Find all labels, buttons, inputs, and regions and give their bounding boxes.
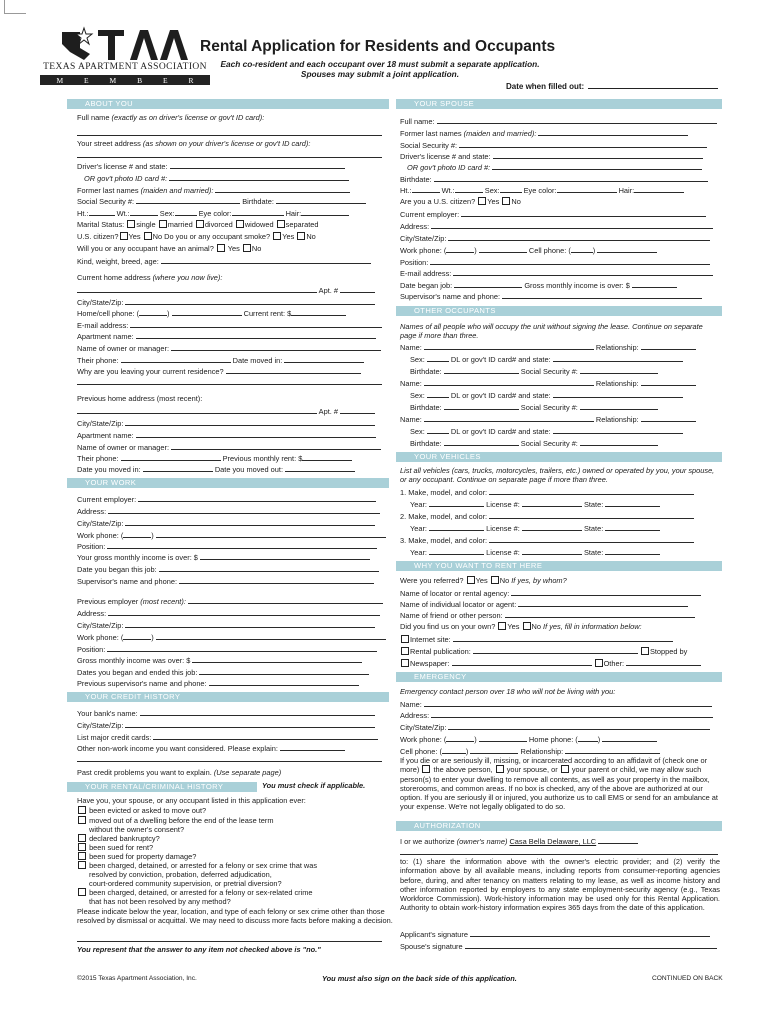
- date-filled-field[interactable]: [506, 82, 718, 91]
- member-bar: [40, 75, 210, 85]
- above-person-checkbox[interactable]: [422, 765, 430, 773]
- felony-resolved-checkbox[interactable]: [78, 861, 86, 869]
- prev-work-phone-field[interactable]: Work phone: ( ): [77, 632, 386, 643]
- married-checkbox[interactable]: [159, 220, 167, 228]
- their-phone-field[interactable]: Their phone: Date moved in:: [77, 355, 364, 366]
- sign-back-note: You must also sign on the back side of this application.: [322, 974, 517, 983]
- occupant-1-name[interactable]: Name: Relationship:: [400, 342, 696, 353]
- felony-detail-line[interactable]: [77, 934, 382, 945]
- prev-supervisor-field[interactable]: Previous supervisor's name and phone:: [77, 678, 359, 689]
- bankruptcy-checkbox[interactable]: [78, 834, 86, 842]
- rental-publication-field[interactable]: Rental publication: Stopped by: [400, 646, 687, 657]
- owner-name-value: Casa Bella Delaware, LLC: [509, 837, 597, 846]
- member-letter: M: [56, 75, 64, 85]
- member-letter: B: [137, 75, 143, 85]
- find-own-no-checkbox[interactable]: [523, 622, 531, 630]
- section-your-vehicles: YOUR VEHICLES: [396, 452, 722, 462]
- home-phone-rent-field[interactable]: Home/cell phone: ( ) Current rent: $: [77, 308, 346, 319]
- drivers-license-field[interactable]: Driver's license # and state:: [77, 161, 345, 172]
- have-you-question: Have you, your spouse, or any occupant listed in this application ever:: [77, 796, 306, 805]
- date-began-field[interactable]: Date you began this job:: [77, 564, 379, 575]
- emergency-note: Emergency contact person over 18 who will not be living with you:: [400, 687, 616, 696]
- employer-city-field[interactable]: City/State/Zip:: [77, 518, 375, 529]
- spouse-former-names-field[interactable]: Former last names (maiden and married):: [400, 128, 688, 139]
- find-own-field[interactable]: Did you find us on your own? Yes No If yes, fill in information below:: [400, 622, 642, 631]
- spouse-position-field[interactable]: Position:: [400, 257, 710, 268]
- occupant-3-birth[interactable]: Birthdate: Social Security #:: [410, 438, 658, 449]
- internet-site-field[interactable]: Internet site:: [400, 634, 673, 645]
- moved-out-checkbox[interactable]: [78, 816, 86, 824]
- street-address-field[interactable]: Your street address (as shown on your driver's license or gov't ID card):: [77, 139, 311, 148]
- work-phone-field[interactable]: Work phone: ( ): [77, 530, 386, 541]
- prev-owner-field[interactable]: Name of owner or manager:: [77, 442, 381, 453]
- smoke-yes-checkbox[interactable]: [273, 232, 281, 240]
- prev-employer-city-field[interactable]: City/State/Zip:: [77, 620, 375, 631]
- single-checkbox[interactable]: [127, 220, 135, 228]
- spouse-photo-id-field[interactable]: OR gov't photo ID card #:: [407, 162, 702, 173]
- authorize-field[interactable]: I or we authorize (owner's name) Casa Bella Delaware, LLC: [400, 836, 638, 847]
- association-name: TEXAS APARTMENT ASSOCIATION: [43, 62, 207, 72]
- page-subtitle: [200, 59, 560, 79]
- citizen-smoke-field[interactable]: U.S. citizen? Yes No Do you or any occupant smoke? Yes No: [77, 232, 316, 241]
- felony-unresolved-cont: that has not been resolved by any method?: [89, 897, 231, 906]
- prev-apartment-name-field[interactable]: Apartment name:: [77, 430, 376, 441]
- section-why-here: WHY YOU WANT TO RENT HERE: [396, 561, 722, 571]
- moved-out-item[interactable]: moved out of a dwelling before the end of the lease term: [77, 816, 274, 826]
- vehicle-1-details[interactable]: Year: License #: State:: [410, 499, 660, 510]
- texas-star-logo-icon: [60, 24, 190, 62]
- moved-out-item-cont: without the owner's consent?: [89, 825, 185, 834]
- referred-yes-checkbox[interactable]: [467, 576, 475, 584]
- section-your-work: YOUR WORK: [67, 478, 389, 488]
- vehicle-1-field[interactable]: 1. Make, model, and color:: [400, 487, 694, 498]
- vehicle-3-details[interactable]: Year: License #: State:: [410, 547, 660, 558]
- member-letter: E: [163, 75, 168, 85]
- ssn-birthdate-field[interactable]: Social Security #: Birthdate:: [77, 196, 366, 207]
- vehicle-3-field[interactable]: 3. Make, model, and color:: [400, 535, 694, 546]
- gross-income-field[interactable]: Your gross monthly income is over: $: [77, 552, 370, 563]
- photo-id-field[interactable]: OR gov't photo ID card #:: [84, 173, 349, 184]
- section-about-you: ABOUT YOU: [67, 99, 389, 109]
- prev-employer-address-field[interactable]: Address:: [77, 608, 380, 619]
- spouse-citizen-no-checkbox[interactable]: [502, 197, 510, 205]
- prev-phone-rent-field[interactable]: Their phone: Previous monthly rent: $: [77, 453, 352, 464]
- emergency-city-field[interactable]: City/State/Zip:: [400, 722, 710, 733]
- sued-damage-checkbox[interactable]: [78, 852, 86, 860]
- section-emergency: EMERGENCY: [396, 672, 722, 682]
- smoke-no-checkbox[interactable]: [297, 232, 305, 240]
- spouse-signature-field[interactable]: Spouse's signature: [400, 941, 717, 952]
- page-title: Rental Application for Residents and Occupants: [200, 38, 556, 55]
- current-home-field[interactable]: Current home address (where you now live):: [77, 273, 223, 282]
- why-leaving-field[interactable]: Why are you leaving your current residence?: [77, 366, 361, 377]
- emergency-address-field[interactable]: Address:: [400, 710, 713, 721]
- prev-employer-field[interactable]: Previous employer (most recent):: [77, 596, 383, 607]
- previous-home-line[interactable]: Apt. #: [77, 406, 375, 417]
- section-authorization: AUTHORIZATION: [396, 821, 722, 831]
- owner-manager-field[interactable]: Name of owner or manager:: [77, 343, 381, 354]
- sued-damage-item[interactable]: been sued for property damage?: [77, 852, 196, 862]
- spouse-physical-field[interactable]: Ht.: Wt.: Sex: Eye color: Hair:: [400, 185, 684, 196]
- vehicle-2-field[interactable]: 2. Make, model, and color:: [400, 511, 694, 522]
- represent-note: You represent that the answer to any item not checked above is "no.": [77, 945, 321, 954]
- dates-job-field[interactable]: Dates you began and ended this job:: [77, 667, 369, 678]
- felony-resolved-item[interactable]: been charged, detained, or arrested for a felony or sex crime that was: [77, 861, 317, 871]
- locator-field[interactable]: Name of locator or rental agency:: [400, 588, 701, 599]
- previous-home-field[interactable]: Previous home address (most recent):: [77, 394, 203, 403]
- spouse-checkbox[interactable]: [496, 765, 504, 773]
- section-other-occupants: OTHER OCCUPANTS: [396, 306, 722, 316]
- subtitle-line-1: Each co-resident and each occupant over 18 must submit a separate application.: [220, 59, 540, 69]
- full-name-line[interactable]: [77, 128, 382, 139]
- copyright: ©2015 Texas Apartment Association, Inc.: [77, 975, 197, 982]
- occupant-2-id[interactable]: Sex: DL or gov't ID card# and state:: [410, 390, 683, 401]
- emergency-cell-field[interactable]: Cell phone: ( ) Relationship:: [400, 746, 660, 757]
- check-if-applicable: You must check if applicable.: [262, 781, 366, 790]
- spouse-supervisor-field[interactable]: Supervisor's name and phone:: [400, 291, 702, 302]
- individual-locator-field[interactable]: Name of individual locator or agent:: [400, 599, 688, 610]
- occupant-1-id[interactable]: Sex: DL or gov't ID card# and state:: [410, 354, 683, 365]
- street-address-line[interactable]: [77, 150, 382, 161]
- evicted-item[interactable]: been evicted or asked to move out?: [77, 806, 206, 816]
- emergency-authorization-para: If you die or are seriously ill, missing, or incarcerated according to an affidavit of (check one or more) the above person, your spouse, or your parent or child, we may allow such person(s) to enter your dwelling to remove all contents, as well as your property in the mailbox, storerooms, and common areas. If no box is checked, any of the above are authorized at our option. If you are seriously ill or injured, you authorize us to call EMS or send for an ambulance at your expense. We're not legally obligated to do so.: [400, 756, 718, 812]
- occupant-3-name[interactable]: Name: Relationship:: [400, 414, 696, 425]
- section-credit-history: YOUR CREDIT HISTORY: [67, 692, 389, 702]
- member-letter: M: [109, 75, 117, 85]
- parent-checkbox[interactable]: [561, 765, 569, 773]
- spouse-phones-field[interactable]: Work phone: ( ) Cell phone: ( ): [400, 245, 657, 256]
- occupant-2-name[interactable]: Name: Relationship:: [400, 378, 696, 389]
- prev-gross-field[interactable]: Gross monthly income was over: $: [77, 655, 362, 666]
- divorced-checkbox[interactable]: [196, 220, 204, 228]
- former-names-field[interactable]: Former last names (maiden and married):: [77, 185, 350, 196]
- subtitle-line-2: Spouses may submit a joint application.: [300, 69, 460, 79]
- sued-rent-item[interactable]: been sued for rent?: [77, 843, 153, 853]
- employer-address-field[interactable]: Address:: [77, 506, 380, 517]
- separated-checkbox[interactable]: [277, 220, 285, 228]
- felony-unresolved-item[interactable]: been charged, detained, or arrested for a felony or sex-related crime: [77, 888, 313, 898]
- evicted-checkbox[interactable]: [78, 806, 86, 814]
- email-field[interactable]: E-mail address:: [77, 320, 382, 331]
- animal-kind-field[interactable]: Kind, weight, breed, age:: [77, 256, 371, 267]
- credit-cards-field[interactable]: List major credit cards:: [77, 732, 378, 743]
- emergency-phones-field[interactable]: Work phone: ( ) Home phone: ( ): [400, 734, 657, 745]
- animal-no-checkbox[interactable]: [243, 244, 251, 252]
- occupants-note: Names of all people who will occupy the unit without signing the lease. Continue on separate page if more than three.: [400, 322, 703, 341]
- full-name-field[interactable]: Full name (exactly as on driver's license or gov't ID card):: [77, 113, 265, 122]
- friend-field[interactable]: Name of friend or other person:: [400, 610, 695, 621]
- bankruptcy-item[interactable]: declared bankruptcy?: [77, 834, 160, 844]
- spouse-dl-field[interactable]: Driver's license # and state:: [400, 151, 703, 162]
- spouse-employer-field[interactable]: Current employer:: [400, 209, 706, 220]
- felony-unresolved-checkbox[interactable]: [78, 888, 86, 896]
- bank-city-field[interactable]: City/State/Zip:: [77, 720, 375, 731]
- animal-yes-checkbox[interactable]: [217, 244, 225, 252]
- vehicle-2-details[interactable]: Year: License #: State:: [410, 523, 660, 534]
- other-checkbox[interactable]: [595, 659, 603, 667]
- referred-no-checkbox[interactable]: [491, 576, 499, 584]
- prev-dates-field[interactable]: Date you moved in: Date you moved out:: [77, 464, 355, 475]
- find-own-yes-checkbox[interactable]: [498, 622, 506, 630]
- nonwork-income-field[interactable]: Other non-work income you want considered. Please explain:: [77, 743, 345, 754]
- animal-field[interactable]: Will you or any occupant have an animal? Yes No: [77, 244, 262, 253]
- referred-field[interactable]: Were you referred? Yes No If yes, by whom?: [400, 576, 567, 585]
- occupant-2-birth[interactable]: Birthdate: Social Security #:: [410, 402, 658, 413]
- internet-checkbox[interactable]: [401, 635, 409, 643]
- spouse-city-field[interactable]: City/State/Zip:: [400, 233, 710, 244]
- position-field[interactable]: Position:: [77, 541, 377, 552]
- current-employer-field[interactable]: Current employer:: [77, 494, 376, 505]
- apartment-name-field[interactable]: Apartment name:: [77, 331, 376, 342]
- newspaper-checkbox[interactable]: [401, 659, 409, 667]
- member-letter: R: [188, 75, 194, 85]
- section-your-spouse: YOUR SPOUSE: [396, 99, 722, 109]
- widowed-checkbox[interactable]: [236, 220, 244, 228]
- emergency-name-field[interactable]: Name:: [400, 699, 712, 710]
- spouse-address-field[interactable]: Address:: [400, 221, 713, 232]
- occupant-1-birth[interactable]: Birthdate: Social Security #:: [410, 366, 658, 377]
- stopped-by-checkbox[interactable]: [641, 647, 649, 655]
- felony-resolved-cont-2: court-ordered community supervision, or pretrial diversion?: [89, 879, 282, 888]
- why-leaving-line[interactable]: [77, 377, 382, 388]
- applicant-signature-field[interactable]: Applicant's signature: [400, 929, 710, 940]
- vehicles-note: List all vehicles (cars, trucks, motorcycles, trailers, etc.) owned or operated by you, your spouse, or any occupant. Continue on separate page if more than three.: [400, 466, 715, 485]
- spouse-job-field[interactable]: Date began job: Gross monthly income is over: $: [400, 280, 677, 291]
- citizen-yes-checkbox[interactable]: [120, 232, 128, 240]
- prev-city-field[interactable]: City/State/Zip:: [77, 418, 375, 429]
- city-state-zip-field[interactable]: City/State/Zip:: [77, 297, 375, 308]
- authorization-para: to: (1) share the information above with the owner's electric provider; and (2) verify the information above by all available means, including reports from consumer-reporting agencies before, during, and after tenancy on matters relating to my lease, as well as income history and other information reported by employers to any state employment-security agency (e.g., Texas Workforce Commission). Work-history information may be used only for this Rental Application. Authority to obtain work-history information expires 365 days from the date of this application.: [400, 857, 720, 913]
- section-rental-criminal: YOUR RENTAL/CRIMINAL HISTORY: [67, 782, 257, 792]
- physical-description-field[interactable]: Ht.: Wt.: Sex: Eye color: Hair:: [77, 208, 349, 219]
- sued-rent-checkbox[interactable]: [78, 843, 86, 851]
- citizen-no-checkbox[interactable]: [144, 232, 152, 240]
- felony-indicate-note: Please indicate below the year, location, and type of each felony or sex crime other than those resolved by dismissal or acquittal. We may need to discuss more facts before making a decision.: [77, 907, 393, 926]
- supervisor-field[interactable]: Supervisor's name and phone:: [77, 576, 374, 587]
- marital-status-field[interactable]: Marital Status: single married divorced widowed separated: [77, 220, 319, 229]
- spouse-email-field[interactable]: E-mail address:: [400, 268, 713, 279]
- past-credit-field[interactable]: Past credit problems you want to explain. (Use separate page): [77, 768, 282, 777]
- rental-publication-checkbox[interactable]: [401, 647, 409, 655]
- occupant-3-id[interactable]: Sex: DL or gov't ID card# and state:: [410, 426, 683, 437]
- bank-name-field[interactable]: Your bank's name:: [77, 708, 375, 719]
- spouse-name-field[interactable]: Full name:: [400, 116, 717, 127]
- taa-logo: [40, 22, 210, 85]
- spouse-birthdate-field[interactable]: Birthdate:: [400, 174, 708, 185]
- felony-resolved-cont-1: resolved by conviction, probation, deferred adjudication,: [89, 870, 272, 879]
- spouse-citizen-yes-checkbox[interactable]: [478, 197, 486, 205]
- newspaper-field[interactable]: Newspaper: Other:: [400, 658, 701, 669]
- spouse-citizen-field[interactable]: Are you a U.S. citizen? Yes No: [400, 197, 521, 206]
- scan-corner-mark: [4, 0, 26, 14]
- spouse-ssn-field[interactable]: Social Security #:: [400, 140, 707, 151]
- current-home-line[interactable]: Apt. #: [77, 285, 375, 296]
- member-letter: E: [84, 75, 89, 85]
- nonwork-income-line[interactable]: [77, 754, 382, 765]
- prev-position-field[interactable]: Position:: [77, 644, 377, 655]
- date-filled-label: Date when filled out:: [506, 82, 585, 91]
- continued-on-back: CONTINUED ON BACK: [652, 975, 723, 982]
